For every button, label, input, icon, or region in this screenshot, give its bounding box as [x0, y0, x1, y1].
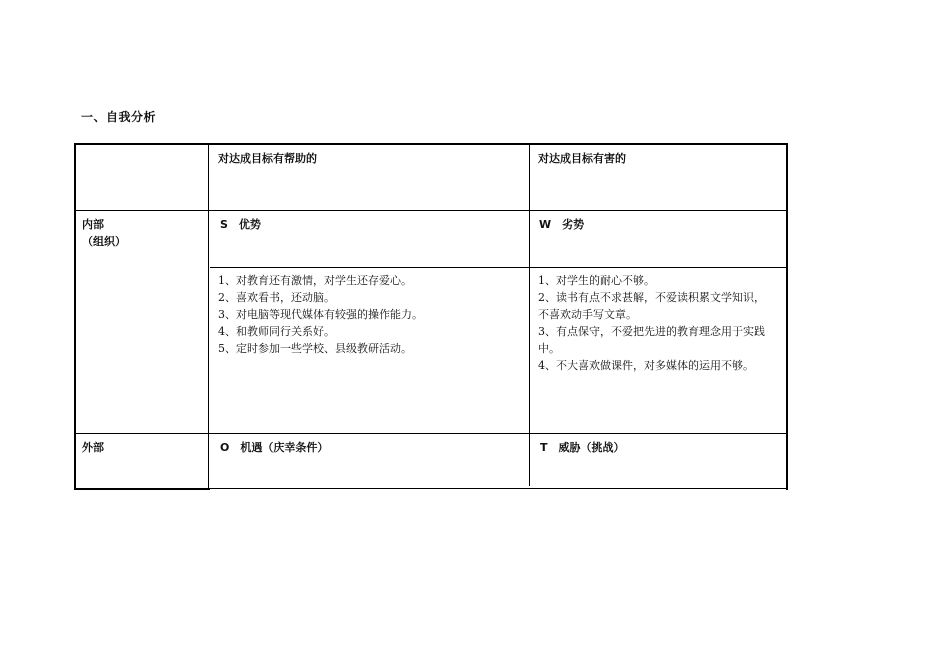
row-divider	[74, 210, 788, 211]
row-divider	[74, 433, 788, 434]
strengths-list	[218, 272, 423, 357]
list-item: 不喜欢动手写文章。	[538, 308, 637, 321]
list-item: 4、和教师同行关系好。	[218, 325, 335, 338]
internal-label: 内部	[82, 218, 104, 231]
list-item: 2、读书有点不求甚解，不爱读积累文学知识，	[538, 291, 765, 304]
strengths-title: S 优势	[220, 218, 261, 231]
threats-title: T 威胁（挑战）	[540, 441, 625, 454]
list-item: 3、对电脑等现代媒体有较强的操作能力。	[218, 308, 423, 321]
column-divider	[208, 143, 209, 490]
row-label-external: 外部	[82, 441, 104, 454]
table-border-left	[74, 143, 76, 490]
list-item: 5、定时参加一些学校、县级教研活动。	[218, 342, 412, 355]
column-divider	[529, 143, 530, 486]
weaknesses-title: W 劣势	[539, 218, 585, 231]
weaknesses-list	[538, 272, 765, 374]
header-helpful: 对达成目标有帮助的	[218, 152, 317, 165]
list-item: 1、对学生的耐心不够。	[538, 274, 655, 287]
row-divider	[210, 267, 788, 268]
section-heading: 一、自我分析	[81, 110, 157, 124]
list-item: 2、喜欢看书，还动脑。	[218, 291, 335, 304]
list-item: 1、对教育还有激情，对学生还存爱心。	[218, 274, 412, 287]
header-harmful: 对达成目标有害的	[538, 152, 626, 165]
list-item: 3、有点保守，不爱把先进的教育理念用于实践	[538, 325, 765, 338]
list-item: 中。	[538, 342, 560, 355]
table-border-bottom	[210, 488, 788, 489]
opportunities-title: O 机遇（庆幸条件）	[220, 441, 329, 454]
table-border-bottom	[74, 488, 210, 490]
swot-table	[74, 143, 788, 490]
row-label-internal	[82, 216, 126, 250]
table-border-right	[786, 143, 788, 490]
list-item: 4、不大喜欢做课件，对多媒体的运用不够。	[538, 359, 754, 372]
internal-sublabel: （组织）	[82, 235, 126, 248]
table-border-top	[74, 143, 788, 145]
